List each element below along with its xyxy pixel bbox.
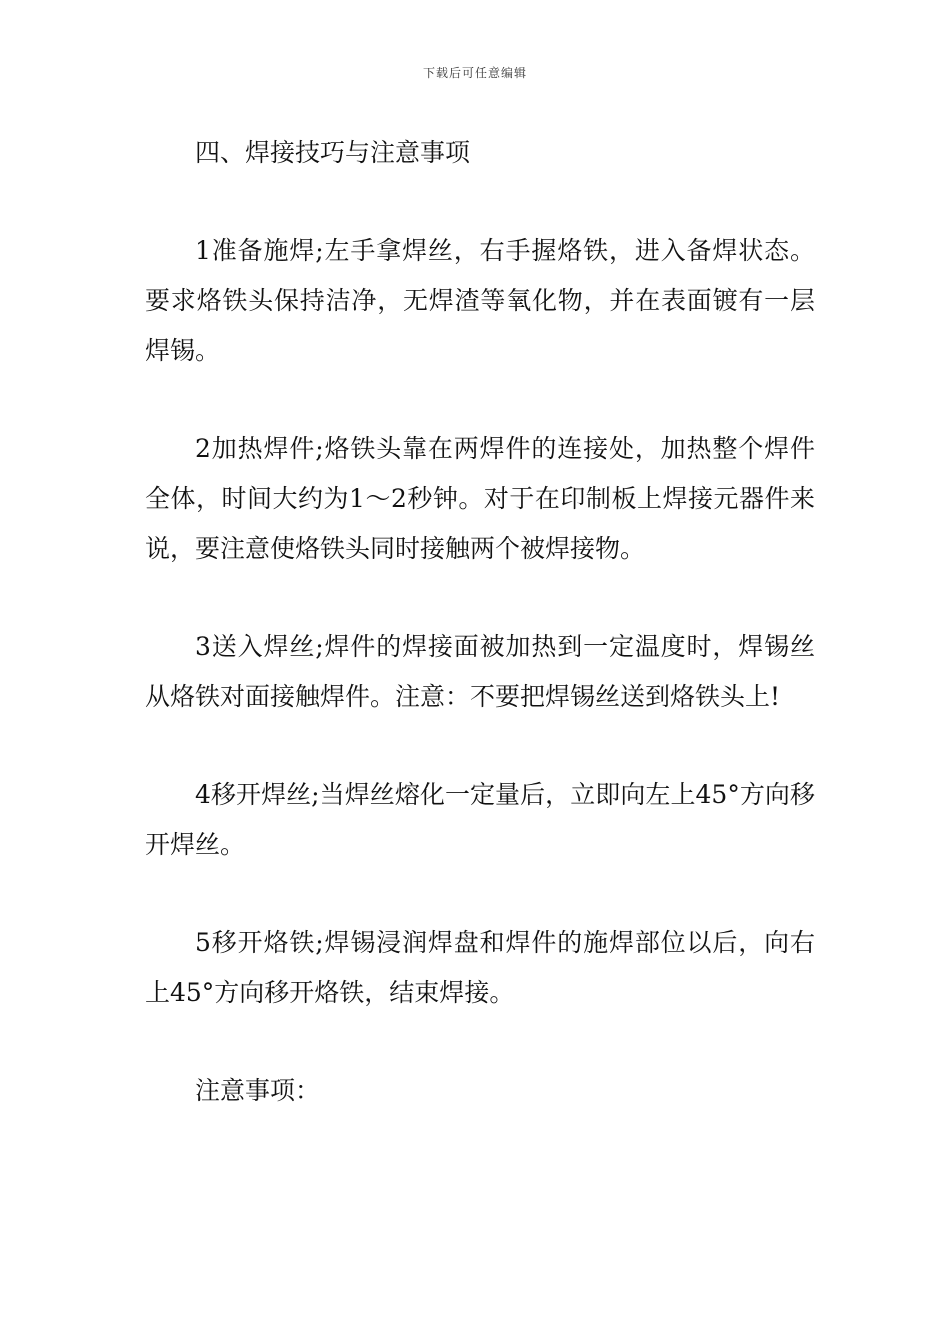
section-title: 四、焊接技巧与注意事项 (195, 138, 471, 167)
step-5-paragraph: 5移开烙铁;焊锡浸润焊盘和焊件的施焊部位以后，向右上45°方向移开烙铁，结束焊接。 (145, 928, 815, 1007)
document-body (145, 128, 815, 1116)
step-1-paragraph: 1准备施焊;左手拿焊丝，右手握烙铁，进入备焊状态。要求烙铁头保持洁净，无焊渣等氧化物，并在表面镀有一层焊锡。 (145, 236, 815, 365)
step-4-paragraph: 4移开焊丝;当焊丝熔化一定量后，立即向左上45°方向移开焊丝。 (145, 780, 815, 859)
step-3-paragraph: 3送入焊丝;焊件的焊接面被加热到一定温度时，焊锡丝从烙铁对面接触焊件。注意：不要把焊锡丝送到烙铁头上! (145, 632, 815, 711)
step-2-paragraph: 2加热焊件;烙铁头靠在两焊件的连接处，加热整个焊件全体，时间大约为1～2秒钟。对于在印制板上焊接元器件来说，要注意使烙铁头同时接触两个被焊接物。 (145, 434, 815, 563)
notes-heading: 注意事项： (195, 1076, 321, 1105)
header-note: 下载后可任意编辑 (422, 66, 527, 80)
